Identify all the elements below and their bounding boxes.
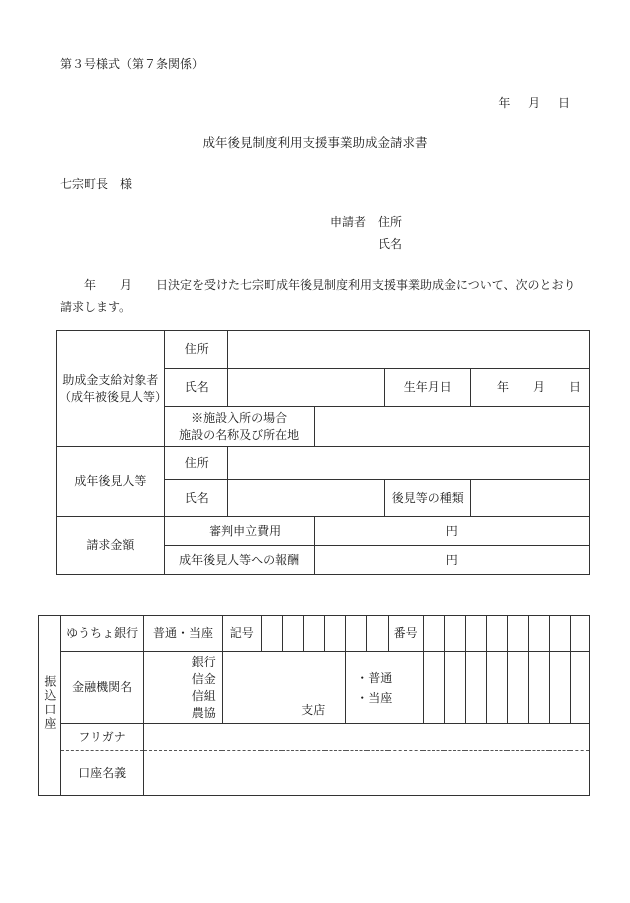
furigana-label: フリガナ [60, 724, 144, 751]
bank-type: 信金 [191, 671, 216, 686]
bank-account-table [38, 615, 590, 796]
symbol-digit[interactable] [261, 616, 282, 652]
account-holder-field[interactable] [144, 751, 590, 796]
account-digit[interactable] [423, 652, 444, 724]
symbol-digit[interactable] [367, 616, 388, 652]
fee-label: 審判申立費用 [164, 517, 314, 546]
facility-field[interactable] [314, 407, 590, 447]
symbol-digit[interactable] [325, 616, 346, 652]
subsidy-details-table [56, 330, 590, 575]
subject-address-label: 住所 [164, 331, 227, 369]
symbol-digit[interactable] [303, 616, 324, 652]
account-digit[interactable] [507, 652, 528, 724]
symbol-digit[interactable] [346, 616, 367, 652]
subject-label [57, 331, 168, 447]
bank-type: 農協 [191, 705, 216, 720]
account-digit[interactable] [444, 652, 465, 724]
number-digit[interactable] [444, 616, 465, 652]
reward-amount-field[interactable]: 円 [314, 546, 590, 575]
number-digit[interactable] [570, 616, 589, 652]
number-digit[interactable] [486, 616, 507, 652]
bank-type: 銀行 [191, 654, 216, 669]
facility-name-label: 施設の名称及び所在地 [179, 427, 300, 442]
transfer-account-label [39, 616, 61, 796]
facility-label [164, 407, 314, 447]
kind-option-ordinary[interactable]: ・普通 [356, 670, 393, 685]
number-label: 番号 [388, 616, 423, 652]
bank-type: 信組 [191, 688, 216, 703]
account-digit[interactable] [549, 652, 570, 724]
birthdate-field[interactable]: 年 月 日 [471, 369, 590, 407]
date-line: 年 月 日 [498, 96, 570, 110]
number-digit[interactable] [465, 616, 486, 652]
account-digit[interactable] [570, 652, 589, 724]
account-digit[interactable] [486, 652, 507, 724]
symbol-digit[interactable] [282, 616, 303, 652]
number-digit[interactable] [423, 616, 444, 652]
guardian-address-label: 住所 [164, 447, 227, 480]
birthdate-label: 生年月日 [385, 369, 471, 407]
guardian-name-label: 氏名 [164, 480, 227, 517]
subject-label-text: 助成金支給対象者（成年被後見人等） [59, 372, 168, 404]
applicant-address-label: 申請者 住所 [330, 215, 403, 229]
branch-field[interactable] [222, 652, 346, 724]
number-digit[interactable] [507, 616, 528, 652]
account-kind-options[interactable] [346, 652, 423, 724]
institution-label: 金融機関名 [60, 652, 144, 724]
addressee: 七宗町長 様 [60, 177, 133, 191]
form-number: 第３号様式（第７条関係） [60, 57, 205, 71]
account-holder-label: 口座名義 [60, 751, 144, 796]
guardian-type-label: 後見等の種類 [385, 480, 471, 517]
number-digit[interactable] [528, 616, 549, 652]
subject-name-label: 氏名 [164, 369, 227, 407]
request-statement: 年 月 日決定を受けた七宗町成年後見制度利用支援事業助成金について、次のとおり請求します。 [60, 278, 576, 314]
facility-note: ※施設入所の場合 [191, 410, 288, 425]
applicant-name-label: 氏名 [378, 237, 403, 251]
guardian-type-field[interactable] [471, 480, 590, 517]
fee-amount-field[interactable]: 円 [314, 517, 590, 546]
bank-type-list [144, 652, 222, 724]
guardian-label: 成年後見人等 [57, 447, 165, 517]
transfer-account-text: 振込口座 [42, 675, 57, 731]
reward-label: 成年後見人等への報酬 [164, 546, 314, 575]
symbol-label: 記号 [222, 616, 261, 652]
kind-option-current[interactable]: ・当座 [356, 690, 393, 705]
yucho-label: ゆうちょ銀行 [60, 616, 144, 652]
subject-name-field[interactable] [227, 369, 385, 407]
claim-amount-label: 請求金額 [57, 517, 165, 575]
number-digit[interactable] [549, 616, 570, 652]
guardian-name-field[interactable] [227, 480, 385, 517]
account-digit[interactable] [465, 652, 486, 724]
yucho-account-kind: 普通・当座 [144, 616, 222, 652]
document-title: 成年後見制度利用支援事業助成金請求書 [202, 135, 428, 150]
guardian-address-field[interactable] [227, 447, 589, 480]
subject-address-field[interactable] [227, 331, 589, 369]
furigana-field[interactable] [144, 724, 590, 751]
account-digit[interactable] [528, 652, 549, 724]
branch-label: 支店 [301, 703, 326, 717]
